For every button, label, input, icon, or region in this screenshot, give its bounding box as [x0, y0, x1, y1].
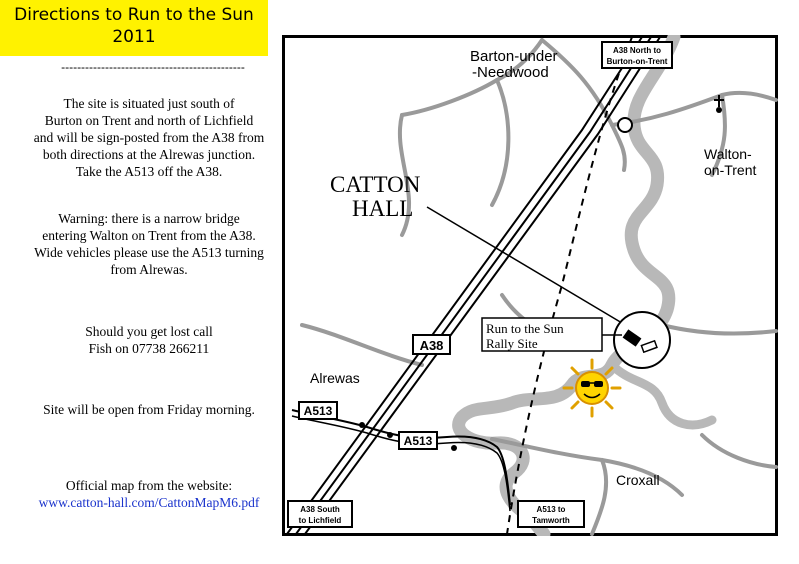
- catton-hall-line1: CATTON: [330, 172, 421, 197]
- catton-hall-line2: HALL: [352, 196, 414, 221]
- warning-line: Wide vehicles please use the A513 turning: [34, 245, 264, 260]
- place-barton-line1: Barton-under: [470, 48, 558, 65]
- sign-tam-line2: Tamworth: [532, 516, 570, 525]
- a513-shield-left: [299, 402, 337, 419]
- sun-icon: [564, 360, 620, 416]
- sign-tam-line1: A513 to: [536, 505, 566, 514]
- sign-north-line1: A38 North to: [613, 46, 661, 55]
- place-walton-line2: on-Trent: [704, 162, 757, 178]
- lost-paragraph: [18, 323, 280, 357]
- sign-a38-south: [288, 501, 352, 527]
- sign-south-line1: A38 South: [300, 505, 340, 514]
- title-line-1: Directions to Run to the Sun: [14, 5, 254, 25]
- intro-line: Burton on Trent and north of Lichfield: [44, 113, 254, 128]
- lost-line: Fish on 07738 266211: [88, 341, 210, 356]
- lost-line: Should you get lost call: [85, 324, 213, 339]
- warning-paragraph: [18, 210, 280, 278]
- a513-mid-label: A513: [403, 434, 433, 448]
- directions-map: [282, 35, 778, 536]
- divider: ----------------------------------------------: [61, 60, 245, 74]
- site-circle: [614, 312, 670, 368]
- rally-callout-line1: Run to the Sun: [486, 321, 564, 336]
- junction-dot: [387, 432, 393, 438]
- sign-north-line2: Burton-on-Trent: [606, 57, 668, 66]
- place-walton-line1: Walton-: [704, 146, 752, 162]
- sign-south-line2: to Lichfield: [298, 516, 342, 525]
- warning-line: Warning: there is a narrow bridge: [58, 211, 240, 226]
- official-paragraph: [18, 477, 280, 511]
- intro-paragraph: [18, 95, 280, 180]
- sign-a38-north: [602, 42, 672, 68]
- official-map-link[interactable]: www.catton-hall.com/CattonMapM6.pdf: [38, 495, 260, 510]
- title-banner: [0, 0, 268, 56]
- junction-dot: [451, 445, 457, 451]
- intro-line: Take the A513 off the A38.: [75, 164, 223, 179]
- place-barton-line2: -Needwood: [472, 64, 549, 81]
- intro-line: and will be sign-posted from the A38 from: [33, 130, 265, 145]
- roundabout: [618, 118, 632, 132]
- title-line-2: 2011: [112, 27, 156, 47]
- rally-callout-line2: Rally Site: [486, 336, 538, 351]
- a513-left-label: A513: [303, 404, 333, 418]
- warning-line: entering Walton on Trent from the A38.: [42, 228, 256, 243]
- place-alrewas: Alrewas: [310, 370, 360, 386]
- junction-dot: [359, 422, 365, 428]
- map-frame: [284, 37, 777, 535]
- a513-shield-mid: [399, 432, 437, 449]
- place-croxall: Croxall: [616, 472, 660, 488]
- warning-line: from Alrewas.: [110, 262, 188, 277]
- intro-line: both directions at the Alrewas junction.: [42, 147, 256, 162]
- a38-shield: [413, 335, 450, 354]
- sign-a513-tamworth: [518, 501, 584, 527]
- open-line: Site will be open from Friday morning.: [43, 402, 255, 417]
- a38-label: A38: [419, 338, 444, 353]
- open-paragraph: [18, 401, 280, 418]
- official-label: Official map from the website:: [65, 478, 233, 493]
- intro-line: The site is situated just south of: [63, 96, 235, 111]
